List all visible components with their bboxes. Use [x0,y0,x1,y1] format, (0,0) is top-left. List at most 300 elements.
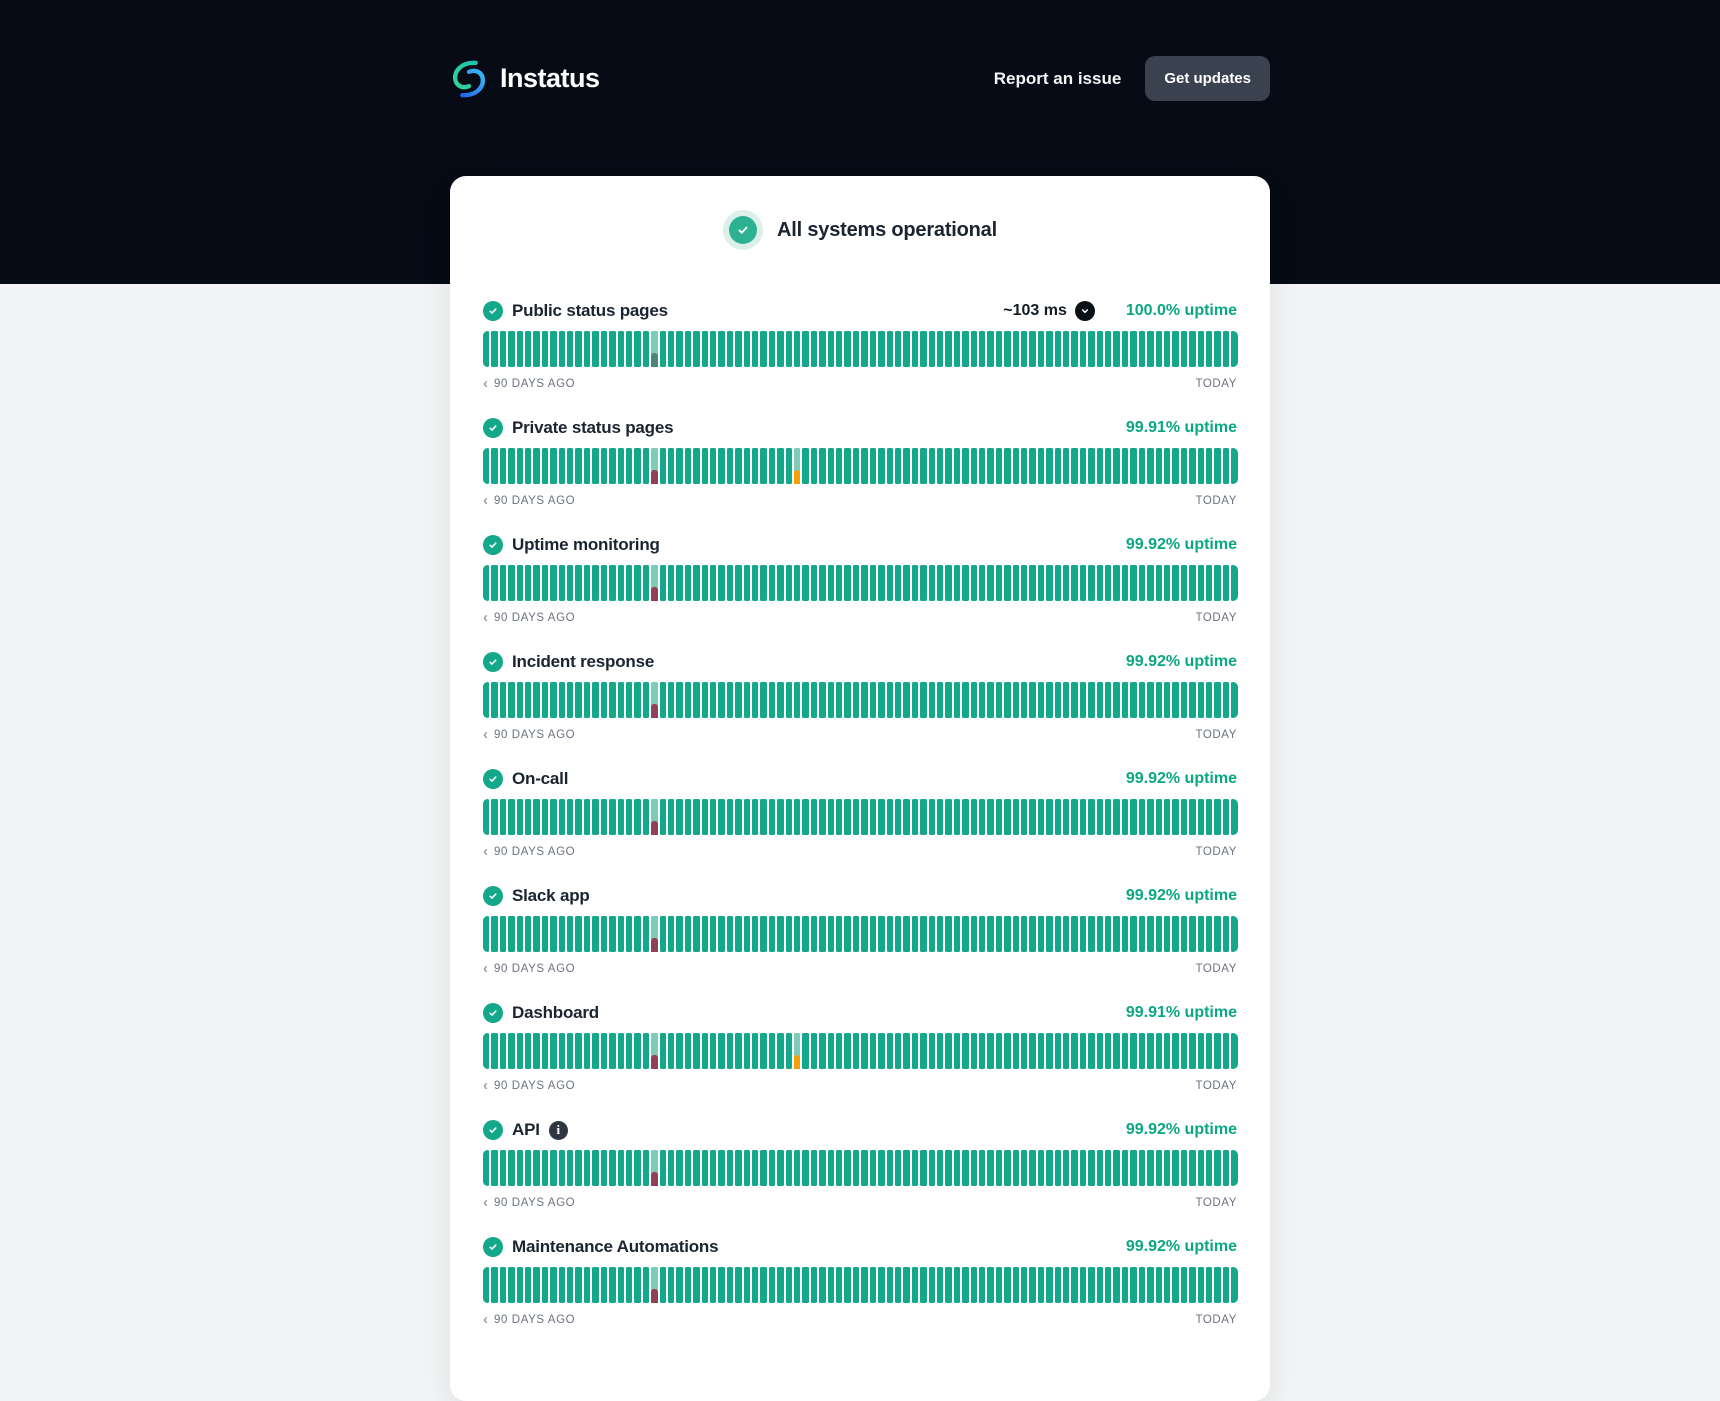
uptime-day-bar[interactable] [592,1033,598,1069]
uptime-day-bar[interactable] [1130,1267,1136,1303]
uptime-day-bar[interactable] [1046,1033,1052,1069]
uptime-day-bar[interactable] [920,682,926,718]
uptime-day-bar[interactable] [550,565,556,601]
uptime-day-bar[interactable] [710,565,716,601]
uptime-day-bar[interactable] [634,799,640,835]
uptime-day-bar[interactable] [870,799,876,835]
uptime-day-bar[interactable] [483,448,489,484]
uptime-day-bar[interactable] [542,1267,548,1303]
uptime-day-bar[interactable] [727,565,733,601]
uptime-day-bar[interactable] [718,448,724,484]
uptime-day-bar[interactable] [483,1033,489,1069]
uptime-day-bar[interactable] [954,565,960,601]
uptime-day-bar[interactable] [1147,682,1153,718]
uptime-day-bar[interactable] [987,1033,993,1069]
uptime-day-bar[interactable] [618,1033,624,1069]
uptime-day-bar[interactable] [853,799,859,835]
uptime-day-bar[interactable] [769,1267,775,1303]
uptime-day-bar[interactable] [836,331,842,367]
uptime-day-bar[interactable] [1147,1267,1153,1303]
uptime-day-bar[interactable] [1198,565,1204,601]
uptime-day-bar[interactable] [811,1033,817,1069]
uptime-day-bar[interactable] [1113,1033,1119,1069]
uptime-day-bar[interactable] [971,1150,977,1186]
uptime-day-bar[interactable] [651,1033,657,1069]
uptime-day-bar[interactable] [1164,565,1170,601]
uptime-day-bar[interactable] [668,799,674,835]
uptime-day-bar[interactable] [626,799,632,835]
uptime-day-bar[interactable] [609,682,615,718]
uptime-day-bar[interactable] [1122,916,1128,952]
uptime-day-bar[interactable] [584,331,590,367]
uptime-day-bar[interactable] [718,1150,724,1186]
uptime-day-bar[interactable] [1223,565,1229,601]
uptime-day-bar[interactable] [1156,331,1162,367]
uptime-day-bar[interactable] [710,799,716,835]
uptime-day-bar[interactable] [1080,331,1086,367]
uptime-day-bar[interactable] [769,331,775,367]
uptime-day-bar[interactable] [887,1033,893,1069]
uptime-day-bar[interactable] [1139,565,1145,601]
uptime-day-bar[interactable] [676,1150,682,1186]
uptime-day-bar[interactable] [1004,1033,1010,1069]
uptime-day-bar[interactable] [592,1267,598,1303]
uptime-day-bar[interactable] [962,1033,968,1069]
uptime-day-bar[interactable] [1130,448,1136,484]
uptime-day-bar[interactable] [618,1150,624,1186]
uptime-day-bar[interactable] [575,682,581,718]
uptime-day-bar[interactable] [786,916,792,952]
uptime-day-bar[interactable] [643,799,649,835]
uptime-day-bar[interactable] [1029,916,1035,952]
uptime-day-bar[interactable] [1013,1150,1019,1186]
uptime-day-bar[interactable] [542,448,548,484]
uptime-day-bar[interactable] [525,1033,531,1069]
uptime-day-bar[interactable] [1046,565,1052,601]
uptime-day-bar[interactable] [702,1033,708,1069]
uptime-day-bar[interactable] [802,448,808,484]
uptime-day-bar[interactable] [491,916,497,952]
uptime-day-bar[interactable] [626,565,632,601]
uptime-day-bar[interactable] [559,331,565,367]
uptime-day-bar[interactable] [1164,1033,1170,1069]
uptime-day-bar[interactable] [592,565,598,601]
uptime-day-bar[interactable] [1231,682,1237,718]
uptime-day-bar[interactable] [1046,682,1052,718]
uptime-day-bar[interactable] [844,682,850,718]
uptime-day-bar[interactable] [1029,1150,1035,1186]
uptime-day-bar[interactable] [1139,1150,1145,1186]
uptime-day-bar[interactable] [769,565,775,601]
uptime-day-bar[interactable] [710,331,716,367]
uptime-day-bar[interactable] [1071,1267,1077,1303]
uptime-day-bar[interactable] [601,1150,607,1186]
uptime-day-bar[interactable] [542,916,548,952]
uptime-day-bar[interactable] [660,916,666,952]
uptime-day-bar[interactable] [878,1150,884,1186]
uptime-day-bar[interactable] [1097,448,1103,484]
uptime-day-bar[interactable] [517,565,523,601]
uptime-day-bar[interactable] [517,1267,523,1303]
uptime-day-bar[interactable] [1105,1267,1111,1303]
uptime-day-bar[interactable] [727,1267,733,1303]
uptime-day-bar[interactable] [962,1150,968,1186]
uptime-day-bar[interactable] [643,448,649,484]
uptime-day-bar[interactable] [819,1267,825,1303]
uptime-day-bar[interactable] [567,916,573,952]
uptime-day-bar[interactable] [567,682,573,718]
uptime-day-bar[interactable] [609,799,615,835]
uptime-day-bar[interactable] [1021,916,1027,952]
uptime-day-bar[interactable] [702,916,708,952]
uptime-day-bar[interactable] [660,1150,666,1186]
uptime-day-bar[interactable] [836,565,842,601]
uptime-day-bar[interactable] [609,916,615,952]
uptime-day-bar[interactable] [584,1267,590,1303]
uptime-day-bar[interactable] [937,1150,943,1186]
uptime-day-bar[interactable] [660,565,666,601]
uptime-day-bar[interactable] [1071,331,1077,367]
uptime-day-bar[interactable] [1172,916,1178,952]
uptime-day-bar[interactable] [1164,799,1170,835]
uptime-day-bar[interactable] [710,682,716,718]
uptime-day-bar[interactable] [1181,799,1187,835]
uptime-day-bar[interactable] [1198,682,1204,718]
uptime-day-bar[interactable] [828,1267,834,1303]
uptime-day-bar[interactable] [508,331,514,367]
uptime-day-bar[interactable] [1172,1033,1178,1069]
uptime-day-bar[interactable] [786,331,792,367]
uptime-day-bar[interactable] [777,565,783,601]
uptime-day-bar[interactable] [1206,448,1212,484]
uptime-day-bar[interactable] [861,1150,867,1186]
uptime-day-bar[interactable] [1181,565,1187,601]
uptime-day-bar[interactable] [1088,1267,1094,1303]
uptime-day-bar[interactable] [491,1267,497,1303]
uptime-day-bar[interactable] [1088,331,1094,367]
uptime-day-bar[interactable] [1063,682,1069,718]
uptime-day-bar[interactable] [1189,682,1195,718]
uptime-day-bar[interactable] [1071,1033,1077,1069]
uptime-day-bar[interactable] [508,682,514,718]
uptime-day-bar[interactable] [861,799,867,835]
uptime-day-bar[interactable] [828,331,834,367]
uptime-day-bar[interactable] [794,565,800,601]
uptime-day-bar[interactable] [769,682,775,718]
uptime-day-bar[interactable] [727,1033,733,1069]
uptime-day-bar[interactable] [1172,331,1178,367]
uptime-day-bar[interactable] [929,1150,935,1186]
uptime-day-bar[interactable] [920,1150,926,1186]
uptime-day-bar[interactable] [1097,1150,1103,1186]
uptime-day-bar[interactable] [559,448,565,484]
uptime-day-bar[interactable] [567,1267,573,1303]
uptime-day-bar[interactable] [1130,1033,1136,1069]
uptime-day-bar[interactable] [1105,1033,1111,1069]
uptime-day-bar[interactable] [1214,1267,1220,1303]
uptime-day-bar[interactable] [584,799,590,835]
uptime-day-bar[interactable] [542,1150,548,1186]
uptime-day-bar[interactable] [769,799,775,835]
uptime-day-bar[interactable] [1122,682,1128,718]
uptime-day-bar[interactable] [550,1150,556,1186]
uptime-day-bar[interactable] [844,331,850,367]
uptime-day-bar[interactable] [1181,916,1187,952]
uptime-day-bar[interactable] [508,1033,514,1069]
uptime-day-bar[interactable] [508,565,514,601]
uptime-day-bar[interactable] [744,682,750,718]
uptime-day-bar[interactable] [744,916,750,952]
uptime-day-bar[interactable] [769,916,775,952]
uptime-day-bar[interactable] [1105,448,1111,484]
uptime-day-bar[interactable] [1223,1150,1229,1186]
uptime-day-bar[interactable] [1223,916,1229,952]
uptime-day-bar[interactable] [702,799,708,835]
uptime-day-bar[interactable] [533,916,539,952]
uptime-day-bar[interactable] [752,799,758,835]
uptime-day-bar[interactable] [500,448,506,484]
uptime-day-bar[interactable] [962,331,968,367]
uptime-day-bar[interactable] [567,565,573,601]
uptime-day-bar[interactable] [1055,565,1061,601]
uptime-day-bar[interactable] [660,448,666,484]
uptime-day-bar[interactable] [575,331,581,367]
uptime-day-bar[interactable] [702,1267,708,1303]
uptime-day-bar[interactable] [971,916,977,952]
uptime-day-bar[interactable] [592,799,598,835]
uptime-day-bar[interactable] [601,331,607,367]
uptime-day-bar[interactable] [945,1267,951,1303]
uptime-day-bar[interactable] [559,1033,565,1069]
uptime-day-bar[interactable] [668,916,674,952]
uptime-day-bar[interactable] [1214,565,1220,601]
uptime-day-bar[interactable] [1130,682,1136,718]
uptime-day-bar[interactable] [912,682,918,718]
uptime-day-bar[interactable] [517,682,523,718]
uptime-day-bar[interactable] [483,799,489,835]
uptime-day-bar[interactable] [844,1033,850,1069]
uptime-day-bar[interactable] [693,1267,699,1303]
uptime-day-bar[interactable] [542,1033,548,1069]
uptime-day-bar[interactable] [542,682,548,718]
uptime-day-bar[interactable] [1038,1150,1044,1186]
uptime-day-bar[interactable] [1181,331,1187,367]
uptime-day-bar[interactable] [870,1150,876,1186]
uptime-day-bar[interactable] [592,331,598,367]
uptime-day-bar[interactable] [1198,1150,1204,1186]
uptime-day-bar[interactable] [609,565,615,601]
uptime-day-bar[interactable] [693,565,699,601]
uptime-day-bar[interactable] [1147,565,1153,601]
uptime-day-bar[interactable] [1156,682,1162,718]
uptime-day-bar[interactable] [1189,565,1195,601]
uptime-day-bar[interactable] [744,799,750,835]
uptime-day-bar[interactable] [676,565,682,601]
uptime-day-bar[interactable] [542,331,548,367]
uptime-day-bar[interactable] [920,916,926,952]
uptime-day-bar[interactable] [861,565,867,601]
uptime-day-bar[interactable] [735,1150,741,1186]
uptime-day-bar[interactable] [971,448,977,484]
uptime-day-bar[interactable] [1021,1267,1027,1303]
uptime-day-bar[interactable] [1172,1150,1178,1186]
uptime-day-bar[interactable] [575,1033,581,1069]
uptime-day-bar[interactable] [777,331,783,367]
uptime-day-bar[interactable] [929,799,935,835]
uptime-day-bar[interactable] [1198,448,1204,484]
uptime-day-bar[interactable] [903,1033,909,1069]
uptime-day-bar[interactable] [491,799,497,835]
uptime-day-bar[interactable] [1113,1267,1119,1303]
uptime-day-bar[interactable] [735,682,741,718]
uptime-day-bar[interactable] [735,799,741,835]
uptime-day-bar[interactable] [903,565,909,601]
uptime-day-bar[interactable] [1088,1150,1094,1186]
uptime-day-bar[interactable] [929,448,935,484]
uptime-day-bar[interactable] [786,565,792,601]
uptime-day-bar[interactable] [1139,1267,1145,1303]
uptime-day-bar[interactable] [929,331,935,367]
uptime-day-bar[interactable] [844,916,850,952]
uptime-day-bar[interactable] [853,565,859,601]
uptime-day-bar[interactable] [895,799,901,835]
uptime-day-bar[interactable] [1172,1267,1178,1303]
uptime-day-bar[interactable] [979,799,985,835]
uptime-day-bar[interactable] [1164,331,1170,367]
uptime-day-bar[interactable] [517,799,523,835]
uptime-day-bar[interactable] [844,565,850,601]
uptime-day-bar[interactable] [525,799,531,835]
uptime-day-bar[interactable] [760,1033,766,1069]
uptime-day-bar[interactable] [878,682,884,718]
uptime-day-bar[interactable] [643,1267,649,1303]
uptime-day-bar[interactable] [626,682,632,718]
uptime-day-bar[interactable] [525,565,531,601]
uptime-day-bar[interactable] [979,448,985,484]
uptime-day-bar[interactable] [517,1033,523,1069]
uptime-day-bar[interactable] [1223,799,1229,835]
uptime-day-bar[interactable] [1214,1150,1220,1186]
uptime-day-bar[interactable] [937,799,943,835]
uptime-day-bar[interactable] [760,799,766,835]
uptime-day-bar[interactable] [1231,448,1237,484]
uptime-day-bar[interactable] [861,448,867,484]
uptime-day-bar[interactable] [836,799,842,835]
uptime-day-bar[interactable] [634,916,640,952]
uptime-day-bar[interactable] [1214,916,1220,952]
uptime-day-bar[interactable] [870,448,876,484]
uptime-day-bar[interactable] [559,1150,565,1186]
uptime-day-bar[interactable] [601,1267,607,1303]
uptime-day-bar[interactable] [702,565,708,601]
uptime-day-bar[interactable] [533,682,539,718]
uptime-day-bar[interactable] [1198,799,1204,835]
uptime-day-bar[interactable] [1214,799,1220,835]
uptime-day-bar[interactable] [987,1267,993,1303]
uptime-day-bar[interactable] [525,331,531,367]
uptime-day-bar[interactable] [660,331,666,367]
uptime-day-bar[interactable] [634,1267,640,1303]
uptime-day-bar[interactable] [937,1033,943,1069]
get-updates-button[interactable]: Get updates [1145,56,1270,101]
uptime-day-bar[interactable] [1105,799,1111,835]
uptime-day-bar[interactable] [1156,565,1162,601]
uptime-day-bar[interactable] [710,1150,716,1186]
uptime-day-bar[interactable] [895,682,901,718]
uptime-day-bar[interactable] [1164,1150,1170,1186]
uptime-day-bar[interactable] [937,916,943,952]
uptime-day-bar[interactable] [794,682,800,718]
uptime-day-bar[interactable] [651,799,657,835]
uptime-day-bar[interactable] [685,1033,691,1069]
uptime-day-bar[interactable] [1198,1267,1204,1303]
uptime-day-bar[interactable] [895,565,901,601]
uptime-day-bar[interactable] [1130,565,1136,601]
uptime-day-bar[interactable] [626,331,632,367]
uptime-day-bar[interactable] [651,682,657,718]
uptime-day-bar[interactable] [634,448,640,484]
uptime-day-bar[interactable] [1156,1033,1162,1069]
uptime-day-bar[interactable] [702,448,708,484]
uptime-day-bar[interactable] [853,1033,859,1069]
uptime-day-bar[interactable] [508,448,514,484]
uptime-day-bar[interactable] [811,448,817,484]
uptime-day-bar[interactable] [752,565,758,601]
uptime-day-bar[interactable] [777,448,783,484]
uptime-day-bar[interactable] [1029,331,1035,367]
uptime-day-bar[interactable] [491,331,497,367]
uptime-day-bar[interactable] [685,331,691,367]
uptime-day-bar[interactable] [777,799,783,835]
uptime-day-bar[interactable] [887,916,893,952]
uptime-day-bar[interactable] [1156,799,1162,835]
uptime-day-bar[interactable] [1097,565,1103,601]
uptime-day-bar[interactable] [962,682,968,718]
uptime-day-bar[interactable] [1122,799,1128,835]
uptime-day-bar[interactable] [744,1150,750,1186]
uptime-day-bar[interactable] [1206,1033,1212,1069]
uptime-day-bar[interactable] [987,331,993,367]
uptime-day-bar[interactable] [559,565,565,601]
uptime-day-bar[interactable] [735,448,741,484]
uptime-day-bar[interactable] [483,331,489,367]
uptime-day-bar[interactable] [895,1033,901,1069]
uptime-day-bar[interactable] [643,565,649,601]
uptime-day-bar[interactable] [1038,916,1044,952]
uptime-day-bar[interactable] [643,916,649,952]
uptime-day-bar[interactable] [1071,1150,1077,1186]
uptime-day-bar[interactable] [1214,331,1220,367]
uptime-day-bar[interactable] [760,1150,766,1186]
uptime-day-bar[interactable] [685,682,691,718]
uptime-day-bar[interactable] [618,565,624,601]
uptime-day-bar[interactable] [769,1033,775,1069]
uptime-day-bar[interactable] [550,1033,556,1069]
uptime-day-bar[interactable] [676,682,682,718]
uptime-day-bar[interactable] [802,565,808,601]
uptime-day-bar[interactable] [592,682,598,718]
uptime-day-bar[interactable] [575,799,581,835]
uptime-day-bar[interactable] [634,331,640,367]
uptime-day-bar[interactable] [1223,448,1229,484]
uptime-day-bar[interactable] [777,682,783,718]
uptime-day-bar[interactable] [1046,1150,1052,1186]
uptime-day-bar[interactable] [1139,1033,1145,1069]
uptime-day-bar[interactable] [1013,1033,1019,1069]
uptime-day-bar[interactable] [870,1033,876,1069]
uptime-day-bar[interactable] [979,1150,985,1186]
uptime-day-bar[interactable] [508,916,514,952]
